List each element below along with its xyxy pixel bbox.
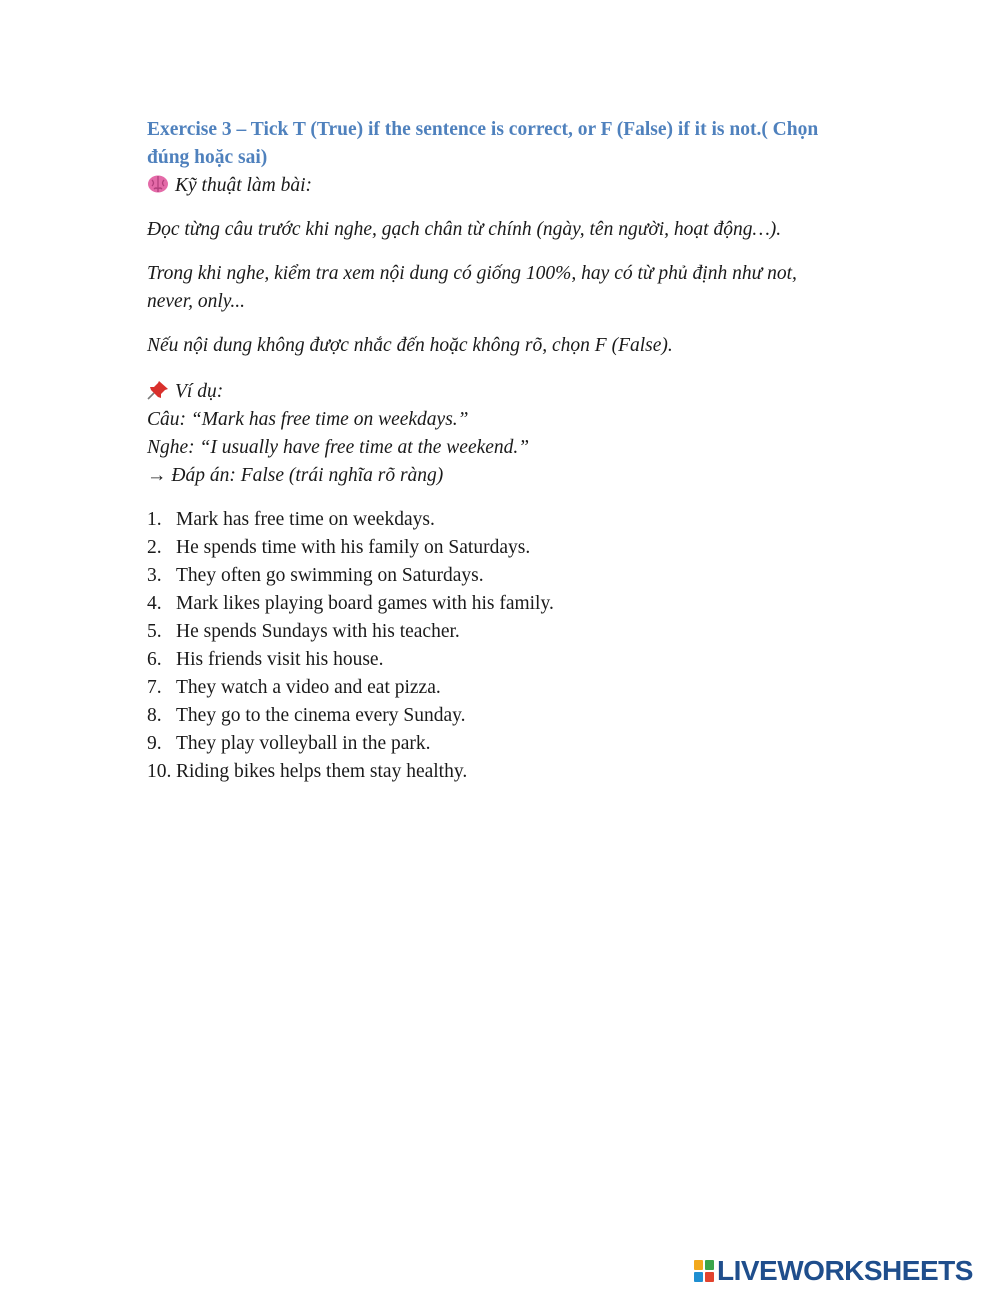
technique-tip-3: Nếu nội dung không được nhắc đến hoặc không rõ, chọn F (False). xyxy=(147,335,673,356)
example-answer: → Đáp án: False (trái nghĩa rõ ràng) xyxy=(147,465,444,486)
list-item-text: They go to the cinema every Sunday. xyxy=(176,705,466,726)
example-heading xyxy=(147,378,847,406)
brain-icon xyxy=(147,174,169,194)
list-item xyxy=(147,506,847,534)
example-label: Ví dụ: xyxy=(175,381,224,402)
technique-heading xyxy=(147,172,847,200)
list-item-text: They play volleyball in the park. xyxy=(176,733,431,754)
list-item-text: They watch a video and eat pizza. xyxy=(176,677,441,698)
liveworksheets-logo xyxy=(694,1256,973,1286)
liveworksheets-logo-icon xyxy=(694,1260,714,1282)
list-item xyxy=(147,590,847,618)
example-listen: Nghe: “I usually have free time at the weekend.” xyxy=(147,437,530,458)
list-item-text: Riding bikes helps them stay healthy. xyxy=(176,761,468,782)
list-item-number: 3. xyxy=(147,565,162,586)
list-item-text: He spends time with his family on Saturdays. xyxy=(176,537,531,558)
technique-tip-1: Đọc từng câu trước khi nghe, gạch chân từ chính (ngày, tên người, hoạt động…). xyxy=(147,219,782,240)
list-item-number: 9. xyxy=(147,733,162,754)
list-item-number: 2. xyxy=(147,537,162,558)
list-item-text: He spends Sundays with his teacher. xyxy=(176,621,460,642)
list-item-number: 4. xyxy=(147,593,162,614)
list-item-text: His friends visit his house. xyxy=(176,649,384,670)
technique-label: Kỹ thuật làm bài: xyxy=(175,175,313,196)
list-item xyxy=(147,534,847,562)
pushpin-icon xyxy=(147,380,169,400)
list-item-number: 1. xyxy=(147,509,162,530)
list-item xyxy=(147,758,847,786)
list-item xyxy=(147,730,847,758)
list-item xyxy=(147,618,847,646)
liveworksheets-logo-text: LIVEWORKSHEETS xyxy=(717,1255,973,1286)
list-item-text: Mark has free time on weekdays. xyxy=(176,509,435,530)
list-item xyxy=(147,674,847,702)
list-item-number: 7. xyxy=(147,677,162,698)
worksheet-page xyxy=(147,116,847,786)
list-item-number: 8. xyxy=(147,705,162,726)
list-item-number: 5. xyxy=(147,621,162,642)
list-item xyxy=(147,646,847,674)
list-item-text: Mark likes playing board games with his family. xyxy=(176,593,554,614)
exercise-title: Exercise 3 – Tick T (True) if the sentence is correct, or F (False) if it is not.( Chọn đúng hoặc sai) xyxy=(147,119,819,168)
technique-tip-2: Trong khi nghe, kiểm tra xem nội dung có giống 100%, hay có từ phủ định như not, never, only... xyxy=(147,263,797,312)
list-item-number: 10. xyxy=(147,761,172,782)
list-item xyxy=(147,562,847,590)
list-item-text: They often go swimming on Saturdays. xyxy=(176,565,484,586)
list-item xyxy=(147,702,847,730)
list-item-number: 6. xyxy=(147,649,162,670)
sentence-list xyxy=(147,506,847,786)
example-sentence: Câu: “Mark has free time on weekdays.” xyxy=(147,409,469,430)
